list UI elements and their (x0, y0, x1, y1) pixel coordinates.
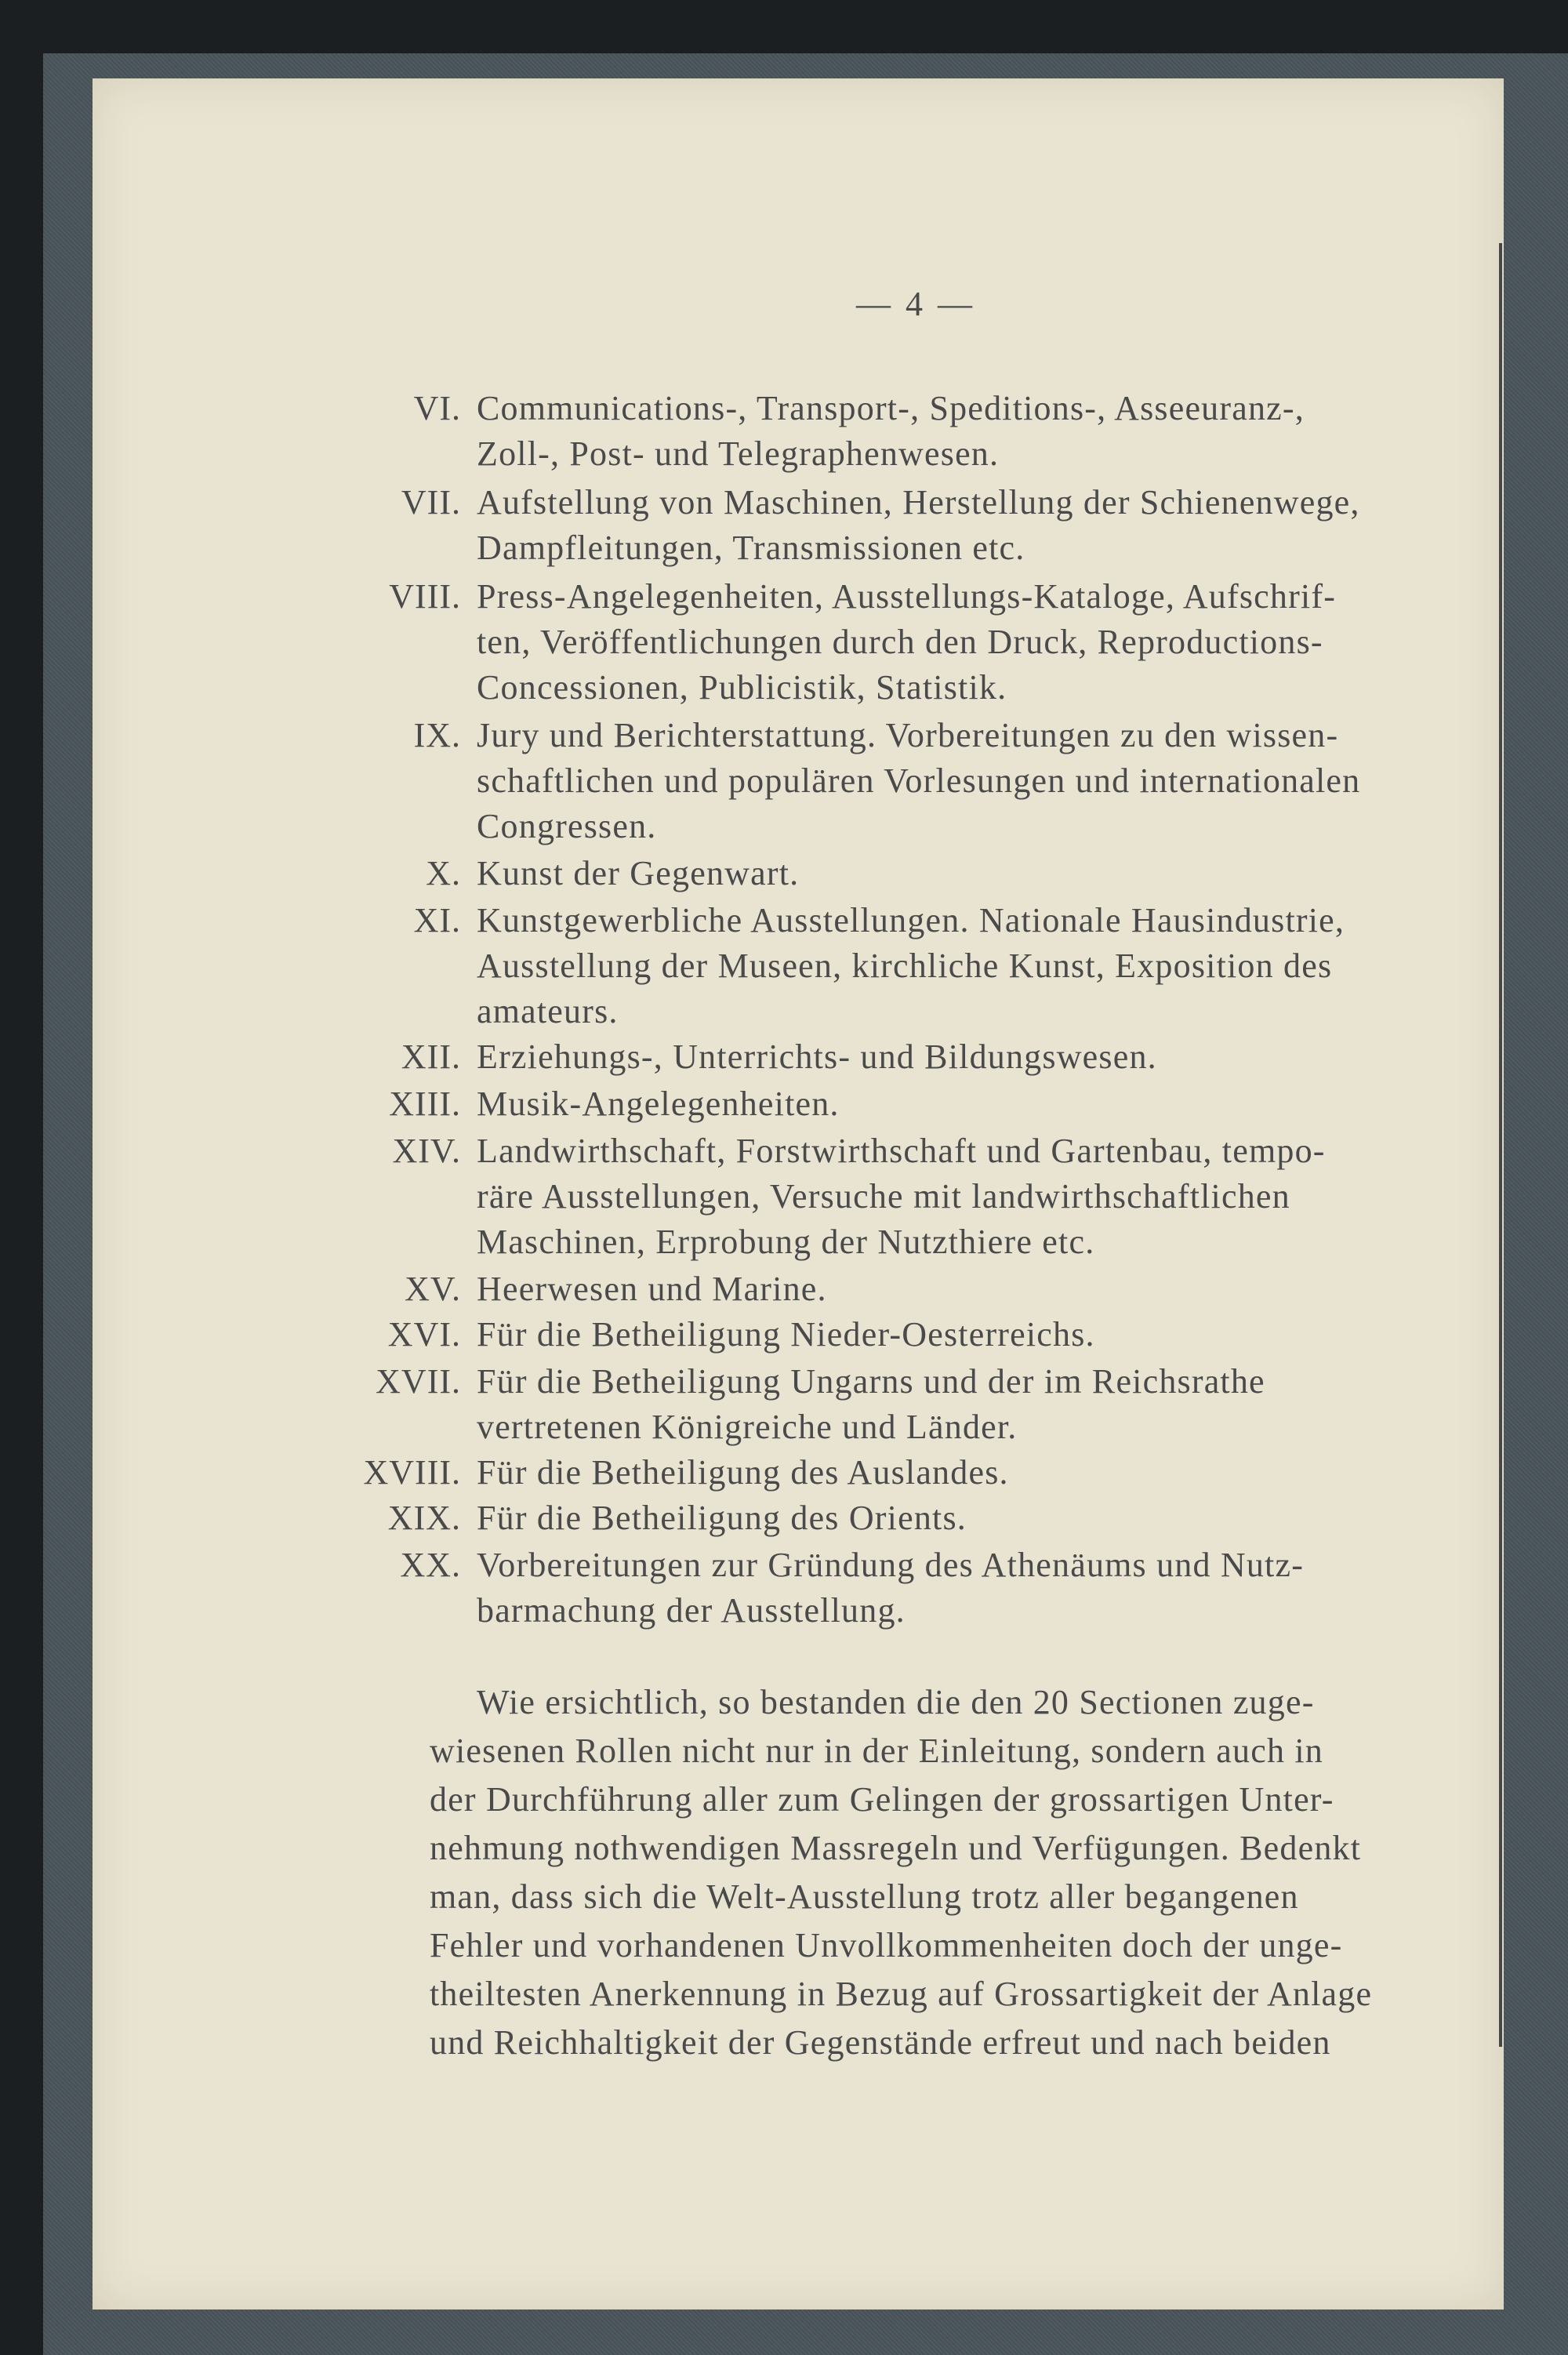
section-number: X. (426, 854, 461, 892)
section-number: VI. (413, 389, 461, 427)
page-text (93, 78, 1504, 2310)
book-page (93, 78, 1504, 2310)
section-text-line: Für die Betheiligung Nieder-Oesterreichs. (477, 1315, 1095, 1354)
section-text-line: Zoll-, Post- und Telegraphenwesen. (477, 434, 1000, 473)
section-text-line: schaftlichen und populären Vorlesungen und internationalen (477, 761, 1361, 800)
page-number: — 4 — (856, 285, 975, 323)
paragraph-line: nehmung nothwendigen Massregeln und Verfügungen. Bedenkt (430, 1829, 1362, 1867)
section-number: XII. (401, 1038, 461, 1076)
section-text-line: Vorbereitungen zur Gründung des Athenäums und Nutz- (477, 1546, 1305, 1584)
section-text-line: Jury und Berichterstattung. Vorbereitungen zu den wissen- (477, 716, 1339, 754)
section-text-line: Kunst der Gegenwart. (477, 854, 800, 892)
paragraph-line: der Durchführung aller zum Gelingen der grossartigen Unter- (430, 1780, 1334, 1819)
section-text-line: Maschinen, Erprobung der Nutzthiere etc. (477, 1223, 1095, 1261)
section-text-line: Für die Betheiligung Ungarns und der im Reichsrathe (477, 1362, 1265, 1401)
section-number: XVII. (376, 1362, 461, 1401)
section-text-line: Musik-Angelegenheiten. (477, 1085, 840, 1123)
section-text-line: Communications-, Transport-, Speditions-, Asseeuranz-, (477, 389, 1305, 427)
section-number: XI. (413, 901, 461, 939)
section-number: VII. (401, 483, 461, 522)
paragraph-line: wiesenen Rollen nicht nur in der Einleitung, sondern auch in (430, 1732, 1323, 1770)
section-number: XVI. (387, 1315, 461, 1354)
section-text-line: ten, Veröffentlichungen durch den Druck, Reproductions- (477, 623, 1323, 661)
section-number: XV. (405, 1270, 461, 1308)
paragraph-line: Fehler und vorhandenen Unvollkommenheiten doch der unge- (430, 1926, 1343, 1964)
paragraph-line: Wie ersichtlich, so bestanden die den 20 Sectionen zuge- (477, 1683, 1315, 1721)
section-text-line: räre Ausstellungen, Versuche mit landwirthschaftlichen (477, 1177, 1290, 1216)
paragraph-line: theiltesten Anerkennung in Bezug auf Grossartigkeit der Anlage (430, 1975, 1373, 2013)
section-text-line: Press-Angelegenheiten, Ausstellungs-Kataloge, Aufschrif- (477, 577, 1337, 616)
section-text-line: Concessionen, Publicistik, Statistik. (477, 668, 1007, 707)
paragraph-line: man, dass sich die Welt-Ausstellung trotz aller begangenen (430, 1877, 1299, 1916)
section-number: XIV. (392, 1132, 461, 1170)
section-text-line: amateurs. (477, 992, 619, 1030)
section-number: XIII. (389, 1085, 461, 1123)
paragraph-line: und Reichhaltigkeit der Gegenstände erfreut und nach beiden (430, 2023, 1331, 2062)
section-text-line: barmachung der Ausstellung. (477, 1591, 906, 1630)
section-number: IX. (413, 716, 461, 754)
section-text-line: Kunstgewerbliche Ausstellungen. Nationale Hausindustrie, (477, 901, 1345, 939)
section-text-line: Heerwesen und Marine. (477, 1270, 827, 1308)
section-number: XX. (400, 1546, 461, 1584)
page-gutter-edge (1499, 243, 1502, 2047)
section-text-line: Congressen. (477, 807, 657, 845)
section-text-line: Für die Betheiligung des Auslandes. (477, 1453, 1009, 1492)
section-text-line: Ausstellung der Museen, kirchliche Kunst, Exposition des (477, 947, 1333, 985)
section-text-line: Landwirthschaft, Forstwirthschaft und Gartenbau, tempo- (477, 1132, 1326, 1170)
section-text-line: Erziehungs-, Unterrichts- und Bildungswesen. (477, 1038, 1157, 1076)
section-number: XVIII. (363, 1453, 461, 1492)
section-number: XIX. (387, 1499, 461, 1537)
section-text-line: vertretenen Königreiche und Länder. (477, 1408, 1018, 1446)
section-text-line: Aufstellung von Maschinen, Herstellung der Schienenwege, (477, 483, 1360, 522)
section-text-line: Für die Betheiligung des Orients. (477, 1499, 967, 1537)
section-number: VIII. (389, 577, 461, 616)
section-text-line: Dampfleitungen, Transmissionen etc. (477, 529, 1025, 567)
